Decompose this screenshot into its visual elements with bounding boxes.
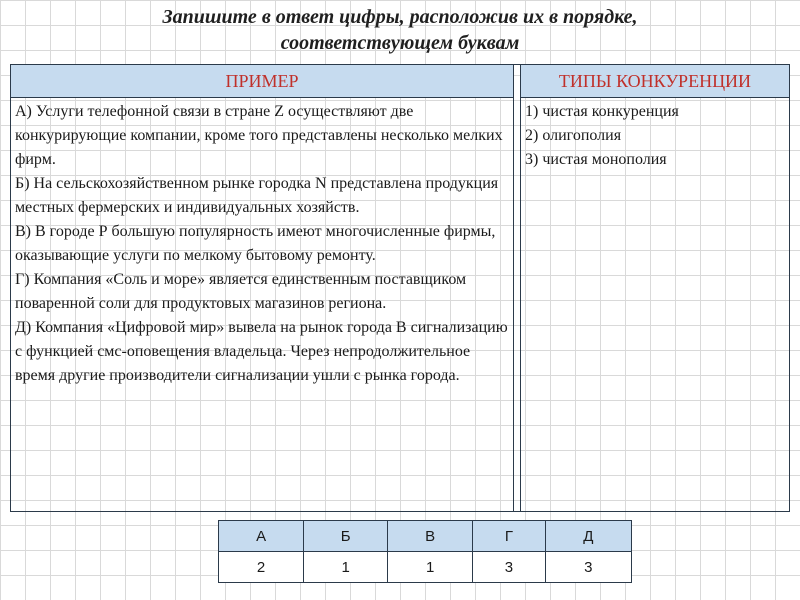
- matching-table: [10, 64, 790, 512]
- example-v: В) В городе Р большую популярность имеют многочисленные фирмы, оказывающие услуги по мелкому бытовому ремонту.: [15, 223, 496, 264]
- title-line-2: соответствующем буквам: [280, 32, 520, 54]
- example-d: Д) Компания «Цифровой мир» вывела на рынок города В сигнализацию с функцией смс-оповещения владельца. Через непродолжительное время другие производители сигнализации ушли с рынка города.: [15, 319, 508, 384]
- header-examples: ПРИМЕР: [11, 65, 513, 98]
- types-cell: [525, 100, 787, 172]
- answer-letter: В: [388, 521, 473, 552]
- task-title: [0, 4, 800, 56]
- answer-letter: Г: [473, 521, 545, 552]
- type-1: 1) чистая конкуренция: [525, 103, 679, 120]
- column-divider: [513, 65, 521, 511]
- example-b: Б) На сельскохозяйственном рынке городка N представлена продукция местных фермерских и индивидуальных хозяйств.: [15, 175, 499, 216]
- answer-letter: Б: [304, 521, 388, 552]
- type-2: 2) олигополия: [525, 127, 622, 144]
- answer-digit: 3: [473, 552, 545, 583]
- example-g: Г) Компания «Соль и море» является единственным поставщиком поваренной соли для продуктовых магазинов региона.: [15, 271, 467, 312]
- answer-digits-row: [219, 552, 632, 583]
- answer-letters-row: [219, 521, 632, 552]
- answer-digit: 2: [219, 552, 304, 583]
- examples-cell: [15, 100, 509, 388]
- answer-table: [218, 520, 632, 583]
- answer-digit: 1: [304, 552, 388, 583]
- example-a: А) Услуги телефонной связи в стране Z осуществляют две конкурирующие компании, кроме того представлены несколько мелких фирм.: [15, 103, 503, 168]
- title-line-1: Запишите в ответ цифры, расположив их в порядке,: [162, 6, 638, 28]
- answer-letter: Д: [545, 521, 631, 552]
- answer-letter: А: [219, 521, 304, 552]
- header-competition-types: ТИПЫ КОНКУРЕНЦИИ: [521, 65, 789, 98]
- type-3: 3) чистая монополия: [525, 151, 667, 168]
- answer-digit: 3: [545, 552, 631, 583]
- answer-digit: 1: [388, 552, 473, 583]
